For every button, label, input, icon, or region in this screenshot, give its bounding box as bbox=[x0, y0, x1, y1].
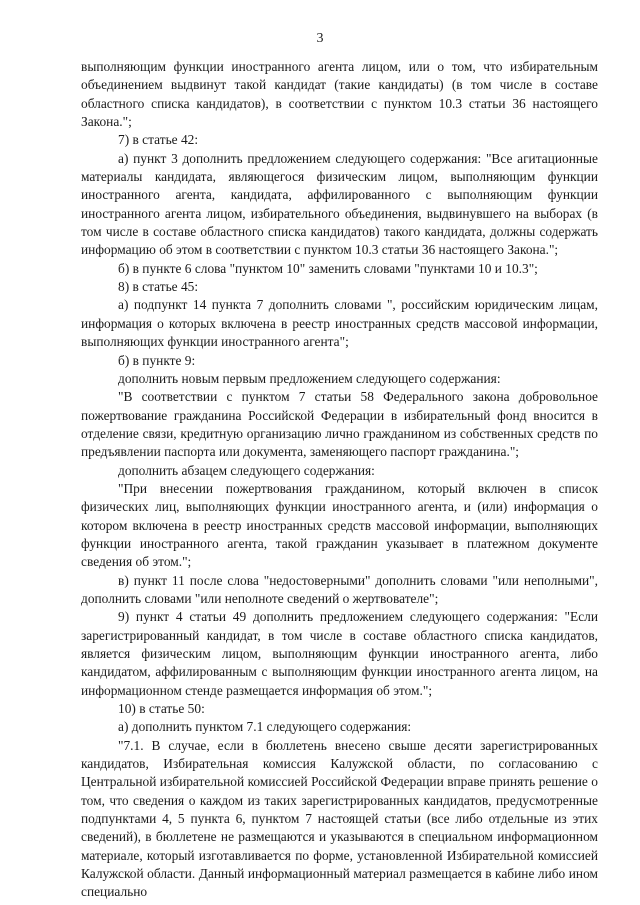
paragraph: "При внесении пожертвования гражданином, который включен в список физических лиц, выполняющих функции иностранного агента, и (или) информация о котором включена в реестр иностранных средств массовой информации, выполняющих функции иностранного агента, такой гражданин указывает в платежном документе сведения об этом."; bbox=[81, 480, 598, 570]
paragraph: выполняющим функции иностранного агента лицом, или о том, что избирательным объединением выдвинут такой кандидат (такие кандидаты) (в том числе в составе областного списка кандидатов), в соответствии с пунктом 10.3 статьи 36 настоящего Закона."; bbox=[81, 59, 598, 130]
page-number: 3 bbox=[316, 31, 324, 46]
paragraph: дополнить абзацем следующего содержания: bbox=[118, 462, 375, 478]
paragraph: 7) в статье 42: bbox=[118, 132, 199, 148]
paragraph: а) пункт 3 дополнить предложением следующего содержания: "Все агитационные материалы кандидата, являющегося физическим лицом, выполняющим функции иностранного агента, кандидата, аффилированного с выполняющим функции иностранного агента лицом, избирательного объединения, выдвинувшего на выборах (в том числе в составе областного списка кандидатов) такого кандидата, должны содержать информацию об этом в соответствии с пунктом 10.3 статьи 36 настоящего Закона."; bbox=[81, 150, 598, 258]
paragraph: в) пункт 11 после слова "недостоверными" дополнить словами "или неполными", дополнить словами "или неполноте сведений о жертвователе"; bbox=[81, 572, 598, 606]
paragraph: "7.1. В случае, если в бюллетень внесено свыше десяти зарегистрированных кандидатов, Избирательная комиссия Калужской области, по согласованию с Центральной избирательной комиссией Российской Федерации вправе принять решение о том, что сведения о каждом из таких зарегистрированных кандидатов, предусмотренные подпунктами 4, 5 пункта 6, пунктом 7 настоящей статьи (все либо отдельные из этих сведений), в бюллетене не размещаются и указываются в специальном информационном материале, который изготавливается по форме, установленной Избирательной комиссией Калужской области. Данный информационный материал размещается в кабине либо ином специально bbox=[81, 737, 598, 900]
paragraph: б) в пункте 6 слова "пунктом 10" заменить словами "пунктами 10 и 10.3"; bbox=[118, 260, 538, 276]
paragraph: а) подпункт 14 пункта 7 дополнить словами ", российским юридическим лицам, информация о которых включена в реестр иностранных средств массовой информации, выполняющих функции иностранного агента"; bbox=[81, 297, 598, 350]
document-body bbox=[81, 58, 598, 902]
paragraph: 9) пункт 4 статьи 49 дополнить предложением следующего содержания: "Если зарегистрированный кандидат, в том числе в составе областного списка кандидатов, является физическим лицом, выполняющим функции иностранного агента, либо кандидатом, аффилированным с выполняющим функции иностранного агента лицом, на информационном стенде размещается информация об этом."; bbox=[81, 609, 598, 698]
paragraph: "В соответствии с пунктом 7 статьи 58 Федерального закона добровольное пожертвование гражданина Российской Федерации в избирательный фонд вносится в отделение связи, кредитную организацию лично гражданином из собственных средств по предъявлении паспорта или документа, заменяющего паспорт гражданина."; bbox=[81, 389, 598, 460]
paragraph: 10) в статье 50: bbox=[118, 701, 205, 717]
paragraph: а) дополнить пунктом 7.1 следующего содержания: bbox=[118, 719, 412, 735]
paragraph: дополнить новым первым предложением следующего содержания: bbox=[118, 370, 501, 386]
paragraph: б) в пункте 9: bbox=[118, 352, 196, 368]
paragraph: 8) в статье 45: bbox=[118, 279, 199, 295]
